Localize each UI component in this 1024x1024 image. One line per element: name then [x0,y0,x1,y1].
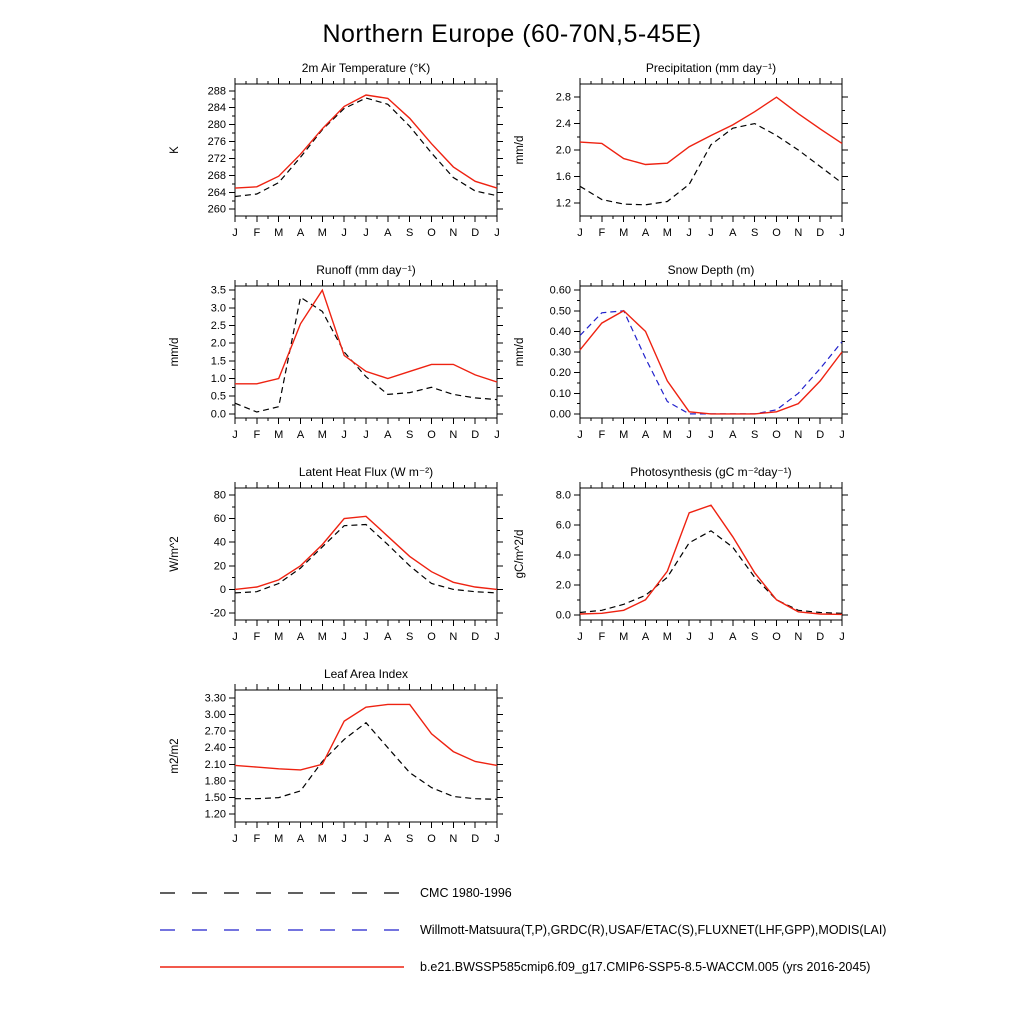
y-tick-label: 260 [207,203,226,216]
x-tick-label: D [471,631,480,643]
y-tick-label: 0.5 [210,390,226,403]
y-tick-label: 284 [207,102,226,115]
series-line-model [235,704,497,770]
x-tick-label: O [427,227,436,239]
x-tick-label: N [449,429,458,441]
y-axis-label: mm/d [514,135,526,165]
y-tick-label: 0.0 [555,609,571,622]
x-tick-label: S [750,227,759,239]
x-tick-label: N [794,429,803,441]
x-tick-label: A [384,631,392,643]
y-tick-label: 2.4 [555,118,571,131]
x-tick-label: M [619,631,629,643]
y-tick-label: 3.00 [204,708,226,721]
x-tick-label: S [405,429,414,441]
chart-svg [160,682,505,854]
x-tick-label: M [317,631,327,643]
y-tick-label: 1.0 [210,372,226,385]
chart-panel-4 [160,464,505,660]
legend-label: CMC 1980-1996 [420,885,512,900]
y-tick-label: -20 [210,607,226,620]
x-tick-label: J [341,429,347,441]
x-tick-label: J [708,227,714,239]
chart-svg [160,76,505,248]
x-tick-label: J [839,429,845,441]
y-tick-label: 6.0 [555,519,571,532]
y-tick-label: 1.2 [555,197,571,210]
x-tick-label: A [384,833,392,845]
y-tick-label: 40 [213,536,226,549]
legend-label: b.e21.BWSSP585cmip6.f09_g17.CMIP6-SSP5-8.5-WACCM.005 (yrs 2016-2045) [420,959,871,974]
x-tick-label: F [253,631,261,643]
chart-panel-6 [160,666,505,862]
x-tick-label: M [274,429,284,441]
x-tick-label: N [794,631,803,643]
y-tick-label: 276 [207,136,226,149]
y-tick-label: 0.50 [549,305,571,318]
y-tick-label: 1.5 [210,355,226,368]
x-tick-label: D [816,631,825,643]
x-tick-label: O [427,833,436,845]
x-tick-label: J [363,631,369,643]
y-tick-label: 8.0 [555,489,571,502]
x-tick-label: J [686,429,692,441]
x-tick-label: F [598,429,606,441]
x-tick-label: S [750,631,759,643]
x-tick-label: A [296,429,305,441]
x-tick-label: D [471,227,480,239]
x-tick-label: J [577,631,583,643]
panel-title: Photosynthesis (gC m⁻²day⁻¹) [630,465,792,479]
x-tick-label: M [662,429,672,441]
x-tick-label: F [253,429,261,441]
series-line-obs [235,98,497,197]
x-tick-label: J [839,631,845,643]
x-tick-label: M [619,429,629,441]
y-tick-label: 2.0 [555,579,571,592]
y-tick-label: 2.8 [555,91,571,104]
x-tick-label: J [363,429,369,441]
legend-line-sample [158,887,406,899]
y-tick-label: 0.30 [549,346,571,359]
y-tick-label: 0.10 [549,387,571,400]
x-tick-label: N [449,227,458,239]
x-tick-label: M [274,631,284,643]
panel-title: Snow Depth (m) [667,263,755,277]
axes [574,78,848,222]
x-tick-label: S [405,833,414,845]
x-tick-label: S [405,631,414,643]
x-tick-label: A [729,227,737,239]
x-tick-label: J [341,227,347,239]
chart-svg [505,76,850,248]
legend-item-2 [158,948,886,985]
series-line-model [580,311,842,414]
x-tick-label: J [686,631,692,643]
x-tick-label: J [494,631,500,643]
legend [158,874,886,985]
x-tick-label: J [839,227,845,239]
x-tick-label: M [662,227,672,239]
y-tick-label: 0.20 [549,367,571,380]
x-tick-label: J [232,833,238,845]
y-tick-label: 264 [207,186,226,199]
x-tick-label: O [427,631,436,643]
legend-label: Willmott-Matsuura(T,P),GRDC(R),USAF/ETAC(S),FLUXNET(LHF,GPP),MODIS(LAI) [420,922,887,937]
y-tick-label: 1.20 [204,808,226,821]
x-tick-label: M [274,833,284,845]
x-tick-label: J [341,833,347,845]
chart-svg [505,278,850,450]
axes [574,482,848,626]
y-axis-label: gC/m^2/d [514,529,526,579]
x-tick-label: F [598,227,606,239]
x-tick-label: J [232,631,238,643]
axes [229,78,503,222]
y-tick-label: 2.5 [210,320,226,333]
y-tick-label: 3.30 [204,692,226,705]
x-tick-label: J [577,227,583,239]
x-tick-label: J [363,227,369,239]
x-tick-label: O [772,429,781,441]
panel-title: Runoff (mm day⁻¹) [316,263,416,277]
figure-title: Northern Europe (60-70N,5-45E) [322,20,702,48]
legend-item-1 [158,911,886,948]
series-line-model [235,290,497,384]
y-tick-label: 2.70 [204,725,226,738]
x-tick-label: A [296,631,305,643]
y-axis-label: K [169,146,181,154]
x-tick-label: A [384,227,392,239]
y-tick-label: 3.0 [210,302,226,315]
series-line-obs [580,531,842,614]
y-tick-label: 2.40 [204,742,226,755]
x-tick-label: F [253,227,261,239]
axes [229,280,503,424]
y-tick-label: 280 [207,119,226,132]
x-tick-label: M [317,429,327,441]
x-tick-label: M [619,227,629,239]
panel-title: Precipitation (mm day⁻¹) [645,61,777,75]
chart-svg [505,480,850,652]
x-tick-label: J [686,227,692,239]
x-tick-label: S [405,227,414,239]
x-tick-label: N [449,833,458,845]
x-tick-label: J [232,227,238,239]
y-axis-label: mm/d [514,337,526,367]
y-tick-label: 272 [207,152,226,165]
x-tick-label: J [494,429,500,441]
y-tick-label: 0 [219,583,226,596]
series-line-obs [235,723,497,800]
legend-item-0 [158,874,886,911]
y-tick-label: 60 [213,513,226,526]
x-tick-label: A [641,631,650,643]
x-tick-label: S [750,429,759,441]
legend-line-sample [158,924,406,936]
x-tick-label: J [363,833,369,845]
y-tick-label: 1.80 [204,775,226,788]
x-tick-label: N [449,631,458,643]
x-tick-label: J [341,631,347,643]
chart-panel-0 [160,60,505,256]
y-tick-label: 2.0 [555,144,571,157]
x-tick-label: O [772,631,781,643]
x-tick-label: D [816,227,825,239]
x-tick-label: D [816,429,825,441]
y-axis-label: W/m^2 [169,536,181,572]
x-tick-label: O [772,227,781,239]
y-tick-label: 1.50 [204,792,226,805]
x-tick-label: M [274,227,284,239]
y-tick-label: 20 [213,560,226,573]
chart-panel-2 [160,262,505,458]
series-line-model [235,95,497,188]
x-tick-label: J [708,631,714,643]
x-tick-label: J [232,429,238,441]
panel-title: Leaf Area Index [323,667,409,681]
y-tick-label: 2.0 [210,337,226,350]
y-tick-label: 0.40 [549,325,571,338]
y-tick-label: 0.00 [549,408,571,421]
axes [229,482,503,626]
series-line-model [235,516,497,589]
y-tick-label: 268 [207,169,226,182]
y-axis-label: mm/d [169,337,181,367]
chart-svg [160,278,505,450]
y-tick-label: 288 [207,85,226,98]
y-tick-label: 4.0 [555,549,571,562]
x-tick-label: O [427,429,436,441]
y-axis-label: m2/m2 [169,738,181,774]
axes [574,280,848,424]
x-tick-label: A [384,429,392,441]
panel-title: Latent Heat Flux (W m⁻²) [298,465,434,479]
y-tick-label: 0.60 [549,284,571,297]
x-tick-label: A [296,833,305,845]
x-tick-label: M [317,227,327,239]
x-tick-label: A [641,429,650,441]
x-tick-label: M [662,631,672,643]
x-tick-label: A [729,429,737,441]
x-tick-label: F [253,833,261,845]
x-tick-label: D [471,429,480,441]
chart-panel-3 [505,262,850,458]
x-tick-label: M [317,833,327,845]
x-tick-label: A [729,631,737,643]
chart-svg [160,480,505,652]
series-line-obs [235,297,497,412]
x-tick-label: D [471,833,480,845]
y-tick-label: 3.5 [210,284,226,297]
x-tick-label: F [598,631,606,643]
x-tick-label: J [494,833,500,845]
series-line-model [580,505,842,614]
x-tick-label: J [494,227,500,239]
x-tick-label: J [708,429,714,441]
x-tick-label: A [641,227,650,239]
x-tick-label: A [296,227,305,239]
chart-panel-1 [505,60,850,256]
y-tick-label: 2.10 [204,758,226,771]
x-tick-label: N [794,227,803,239]
chart-panel-5 [505,464,850,660]
y-tick-label: 1.6 [555,170,571,183]
x-tick-label: J [577,429,583,441]
panel-title: 2m Air Temperature (°K) [301,61,431,75]
legend-line-sample [158,961,406,973]
y-tick-label: 80 [213,489,226,502]
series-line-model [580,97,842,164]
y-tick-label: 0.0 [210,408,226,421]
